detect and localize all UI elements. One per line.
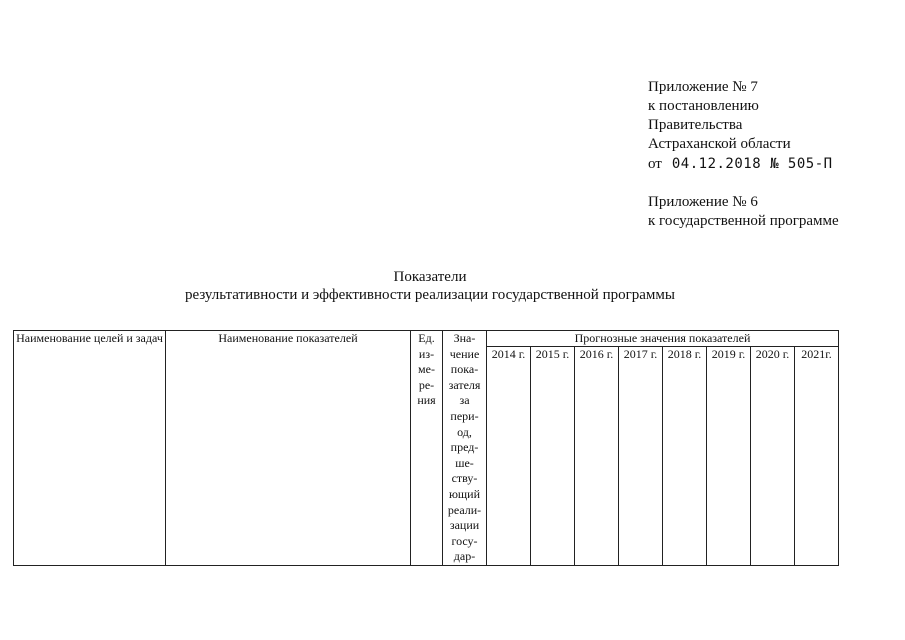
appendix-date-line: [648, 155, 888, 174]
header-year: 2021г.: [795, 347, 839, 566]
appendix-stamp: [648, 78, 888, 231]
title-line-2: результативности и эффективности реализации государственной программы: [184, 287, 675, 303]
header-year: 2019 г.: [707, 347, 751, 566]
program-appendix-number: Приложение № 6: [648, 194, 758, 210]
date-prefix: от: [648, 156, 662, 172]
document-title: [0, 268, 860, 304]
indicators-table: [13, 330, 839, 566]
header-year: 2018 г.: [663, 347, 707, 566]
header-year: 2016 г.: [575, 347, 619, 566]
header-base-value: Зна- чение пока- зателя за пери- од, пред- ше- ству- ющий реали- зации госу- дар-: [443, 331, 487, 566]
appendix-government: Правительства: [648, 117, 743, 133]
header-year: 2015 г.: [531, 347, 575, 566]
appendix-region: Астраханской области: [648, 136, 791, 152]
title-line-1: Показатели: [393, 269, 467, 285]
program-appendix-reference: к государственной программе: [648, 213, 839, 229]
header-forecast: Прогнозные значения показателей: [487, 331, 839, 347]
header-year: 2020 г.: [751, 347, 795, 566]
header-indicators: Наименование показателей: [166, 331, 411, 566]
header-year: 2017 г.: [619, 347, 663, 566]
appendix-number: Приложение № 7: [648, 79, 758, 95]
header-goals: Наименование целей и задач: [14, 331, 166, 566]
header-year: 2014 г.: [487, 347, 531, 566]
appendix-to-resolution: к постановлению: [648, 98, 759, 114]
header-unit: Ед. из- ме- ре- ния: [411, 331, 443, 566]
handwritten-date-number: 04.12.2018 № 505-П: [671, 156, 833, 172]
